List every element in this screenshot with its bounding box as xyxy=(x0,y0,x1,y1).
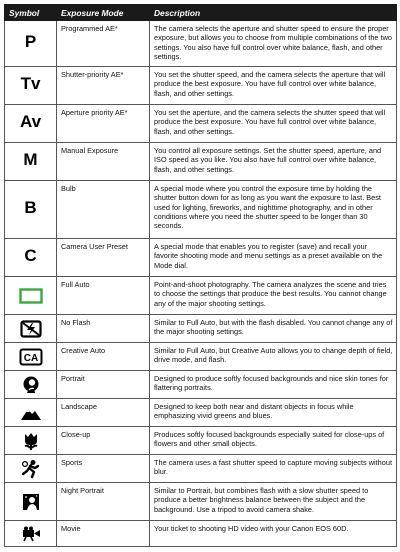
table-row xyxy=(5,427,397,455)
table-row xyxy=(5,181,397,239)
table-row xyxy=(5,105,397,143)
table-row xyxy=(5,21,397,67)
mode-description: A special mode that enables you to register (save) and recall your favorite shooting mode and menu settings as a preset available on the Mode dial. xyxy=(150,239,397,277)
mode-description: Similar to Full Auto, but with the flash disabled. You cannot change any of the major shooting settings. xyxy=(150,315,397,343)
header-description: Description xyxy=(150,5,397,21)
mode-description: The camera uses a fast shutter speed to capture moving subjects without blur. xyxy=(150,455,397,483)
table-row xyxy=(5,371,397,399)
full-auto-icon xyxy=(19,288,43,304)
creative-auto-label: CA xyxy=(23,352,38,364)
mode-name: Programmed AE* xyxy=(57,21,150,67)
mode-description: Designed to produce softly focused backgrounds and nice skin tones for flattering portraits. xyxy=(150,371,397,399)
table-row xyxy=(5,455,397,483)
mode-description: You set the shutter speed, and the camera selects the aperture that will produce the best exposure. You have full control over white balance, flash, and other settings. xyxy=(150,67,397,105)
symbol-cell xyxy=(5,105,57,143)
table-row xyxy=(5,67,397,105)
symbol-cell xyxy=(5,371,57,399)
mode-name: Aperture priority AE* xyxy=(57,105,150,143)
shutter-priority-symbol: Tv xyxy=(20,74,41,94)
mode-name: Camera User Preset xyxy=(57,239,150,277)
mode-name: Night Portrait xyxy=(57,483,150,521)
mode-name: Landscape xyxy=(57,399,150,427)
close-up-icon xyxy=(21,431,41,451)
symbol-cell xyxy=(5,21,57,67)
table-row xyxy=(5,343,397,371)
program-mode-symbol: P xyxy=(24,32,37,52)
symbol-cell xyxy=(5,277,57,315)
table-row xyxy=(5,277,397,315)
mode-name: Movie xyxy=(57,521,150,547)
aperture-priority-symbol: Av xyxy=(19,112,42,132)
mode-description: Point-and-shoot photography. The camera analyzes the scene and tries to choose the settings that produce the best results. You cannot change any of the major shooting settings. xyxy=(150,277,397,315)
sports-icon xyxy=(20,459,42,479)
table-row xyxy=(5,239,397,277)
symbol-cell xyxy=(5,239,57,277)
mode-description: Your ticket to shooting HD video with your Canon EOS 60D. xyxy=(150,521,397,547)
mode-name: Full Auto xyxy=(57,277,150,315)
table-header-row xyxy=(5,5,397,21)
user-preset-symbol: C xyxy=(24,246,37,266)
mode-description: A special mode where you control the exposure time by holding the shutter button down for as long as you want the exposure to last. Best used for lighting, fireworks, and nighttime photography, and in other conditions where you need the shutter speed to be longer than 30 seconds. xyxy=(150,181,397,239)
landscape-icon xyxy=(20,404,42,422)
mode-name: Sports xyxy=(57,455,150,483)
mode-name: Close-up xyxy=(57,427,150,455)
symbol-cell xyxy=(5,455,57,483)
symbol-cell xyxy=(5,67,57,105)
bulb-mode-symbol: B xyxy=(24,198,37,218)
table-row xyxy=(5,315,397,343)
symbol-cell xyxy=(5,143,57,181)
symbol-cell xyxy=(5,181,57,239)
night-portrait-icon xyxy=(21,492,41,512)
mode-name: Creative Auto xyxy=(57,343,150,371)
table-row xyxy=(5,143,397,181)
symbol-cell xyxy=(5,399,57,427)
symbol-cell xyxy=(5,343,57,371)
mode-name: Portrait xyxy=(57,371,150,399)
symbol-cell xyxy=(5,315,57,343)
movie-icon xyxy=(20,526,42,542)
mode-description: Similar to Portrait, but combines flash with a slow shutter speed to produce a better brightness balance between the subject and the background. Use a tripod to avoid camera shake. xyxy=(150,483,397,521)
mode-name: Manual Exposure xyxy=(57,143,150,181)
mode-description: You control all exposure settings. Set the shutter speed, aperture, and ISO speed as you like. You also have full control over white balance, flash, and other settings. xyxy=(150,143,397,181)
symbol-cell xyxy=(5,483,57,521)
table-row xyxy=(5,521,397,547)
portrait-icon xyxy=(21,375,41,395)
mode-name: Shutter-priority AE* xyxy=(57,67,150,105)
table-row xyxy=(5,483,397,521)
mode-description: You set the aperture, and the camera selects the shutter speed that will produce the best exposure. You have full control over white balance, flash, and other settings. xyxy=(150,105,397,143)
header-symbol: Symbol xyxy=(5,5,57,21)
creative-auto-icon xyxy=(19,348,43,366)
header-exposure-mode: Exposure Mode xyxy=(57,5,150,21)
symbol-cell xyxy=(5,521,57,547)
mode-description: The camera selects the aperture and shutter speed to ensure the proper exposure, but allows you to choose from multiple combinations of the two settings. You also have full control over white balance, flash, and other settings. xyxy=(150,21,397,67)
manual-mode-symbol: M xyxy=(23,150,38,170)
mode-name: Bulb xyxy=(57,181,150,239)
mode-name: No Flash xyxy=(57,315,150,343)
table-row xyxy=(5,399,397,427)
no-flash-icon xyxy=(20,320,42,338)
exposure-mode-table xyxy=(4,4,397,547)
mode-description: Similar to Full Auto, but Creative Auto allows you to change depth of field, drive mode, and flash. xyxy=(150,343,397,371)
symbol-cell xyxy=(5,427,57,455)
mode-description: Designed to keep both near and distant objects in focus while emphasizing vivid greens and blues. xyxy=(150,399,397,427)
mode-description: Produces softly focused backgrounds especially suited for close-ups of flowers and other small objects. xyxy=(150,427,397,455)
